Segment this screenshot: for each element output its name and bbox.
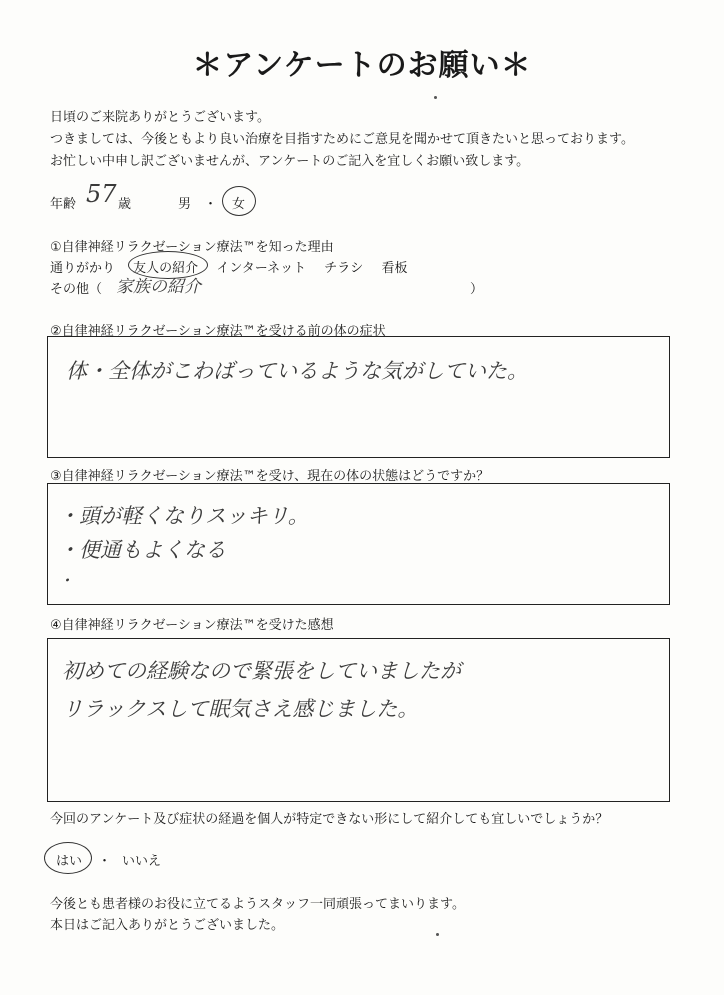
q3-answer-3: ・	[58, 571, 75, 590]
q1-options	[50, 257, 421, 276]
speck	[434, 96, 437, 99]
gender-selection-circle	[222, 186, 256, 216]
intro-line-2: つきましては、今後ともより良い治療を目指すためにご意見を聞かせて頂きたいと思っております。	[50, 132, 634, 147]
q4-answer-2: リラックスして眠気さえ感じました。	[62, 697, 419, 721]
intro-line-1: 日頃のご来院ありがとうございます。	[50, 110, 270, 125]
consent-no[interactable]: いいえ	[122, 854, 162, 869]
q1-option-flyer[interactable]: チラシ	[324, 261, 364, 276]
q2-answer: 体・全体がこわばっているような気がしていた。	[66, 359, 528, 383]
q2-label: ②自律神経リラクゼーション療法™を受ける前の体の症状	[50, 324, 386, 339]
consent-yes[interactable]: はい	[56, 854, 83, 869]
q1-option-internet[interactable]: インターネット	[216, 261, 307, 276]
q3-answer-1: ・頭が軽くなりスッキリ。	[58, 504, 309, 528]
q1-other-value[interactable]: 家族の紹介	[116, 277, 201, 297]
age-unit: 歳	[118, 197, 132, 212]
consent-separator: ・	[98, 854, 112, 869]
q1-label: ①自律神経リラクゼーション療法™を知った理由	[50, 240, 334, 255]
age-value[interactable]: 57	[86, 180, 117, 208]
survey-title: ＊アンケートのお願い＊	[192, 48, 532, 83]
q1-option-friend[interactable]: 友人の紹介	[133, 261, 199, 276]
age-label: 年齢	[50, 197, 77, 212]
speck	[436, 933, 439, 936]
q3-answer-box[interactable]	[47, 483, 670, 605]
q1-option-passing[interactable]: 通りがかり	[50, 261, 116, 276]
q3-label: ③自律神経リラクゼーション療法™を受け、現在の体の状態はどうですか？	[50, 469, 490, 484]
gender-male[interactable]: 男	[178, 197, 192, 212]
q4-answer-box[interactable]	[47, 638, 670, 802]
q2-answer-box[interactable]	[47, 336, 670, 458]
q1-option-signboard[interactable]: 看板	[381, 261, 408, 276]
q4-answer-1: 初めての経験なので緊張をしていましたが	[62, 659, 461, 683]
gender-female[interactable]: 女	[232, 197, 246, 212]
q4-label: ④自律神経リラクゼーション療法™を受けた感想	[50, 618, 334, 633]
closing-line-2: 本日はご記入ありがとうございました。	[50, 918, 285, 933]
q1-other-close: ）	[470, 282, 484, 297]
intro-line-3: お忙しい中申し訳ございませんが、アンケートのご記入を宜しくお願い致します。	[50, 154, 530, 169]
consent-selection-circle	[44, 842, 92, 874]
q3-answer-2: ・便通もよくなる	[58, 538, 226, 562]
closing-line-1: 今後とも患者様のお役に立てるようスタッフ一同頑張ってまいります。	[50, 897, 465, 912]
consent-question: 今回のアンケート及び症状の経過を個人が特定できない形にして紹介しても宜しいでしょうか？	[50, 812, 609, 827]
gender-separator: ・	[204, 197, 218, 212]
q1-other-label: その他（	[50, 282, 103, 297]
